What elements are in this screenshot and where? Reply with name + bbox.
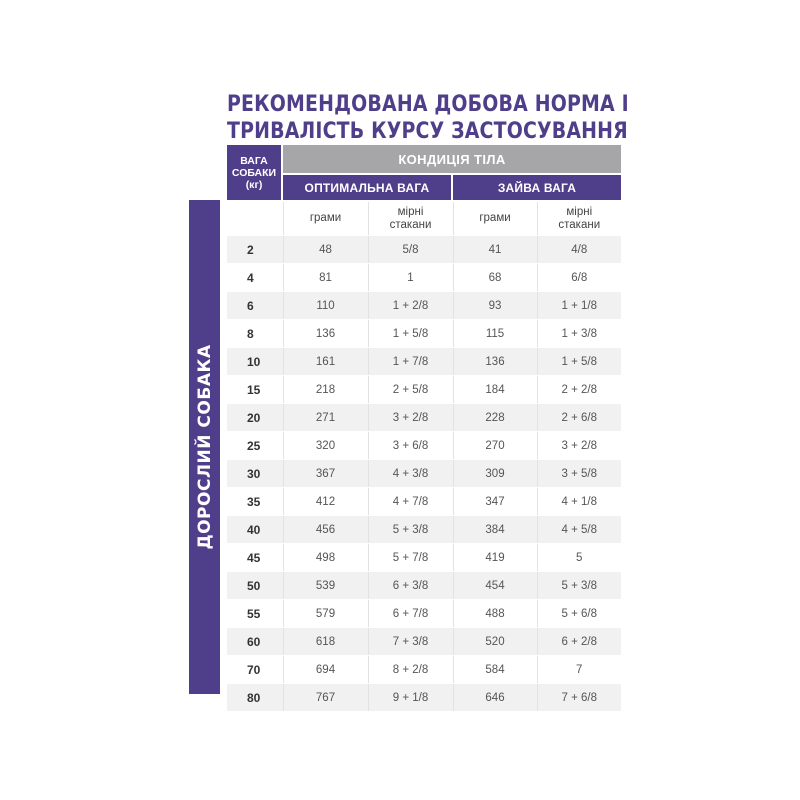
unit-cups-optimal [368,202,453,236]
optimal-grams-cell: 218 [283,376,368,404]
overweight-grams-cell: 419 [453,544,537,572]
overweight-cups-cell: 3 + 2/8 [537,432,621,460]
optimal-grams-cell: 48 [283,236,368,264]
optimal-grams-cell: 498 [283,544,368,572]
optimal-grams-cell: 694 [283,656,368,684]
table-row [227,572,621,600]
table-row [227,376,621,404]
weight-column-header [227,145,281,200]
weight-cell: 60 [227,628,283,656]
overweight-grams-cell: 93 [453,292,537,320]
optimal-cups-cell: 3 + 2/8 [368,404,453,432]
weight-cell: 35 [227,488,283,516]
unit-cups-line-1: мірні [397,205,424,218]
table-row [227,348,621,376]
overweight-cups-cell: 7 + 6/8 [537,684,621,712]
optimal-weight-header: ОПТИМАЛЬНА ВАГА [283,175,451,200]
optimal-cups-cell: 5/8 [368,236,453,264]
optimal-grams-cell: 367 [283,460,368,488]
optimal-cups-cell: 1 [368,264,453,292]
side-label: ДОРОСЛИЙ СОБАКА [194,344,215,550]
table-row [227,544,621,572]
optimal-grams-cell: 136 [283,320,368,348]
overweight-cups-cell: 5 [537,544,621,572]
weight-cell: 25 [227,432,283,460]
optimal-cups-cell: 9 + 1/8 [368,684,453,712]
overweight-grams-cell: 454 [453,572,537,600]
weight-header-line-2: СОБАКИ [231,166,277,179]
overweight-grams-cell: 115 [453,320,537,348]
optimal-grams-cell: 539 [283,572,368,600]
overweight-cups-cell: 2 + 6/8 [537,404,621,432]
weight-header-line-1: ВАГА [240,154,268,167]
overweight-grams-cell: 488 [453,600,537,628]
weight-cell: 4 [227,264,283,292]
title-line-1: РЕКОМЕНДОВАНА ДОБОВА НОРМА І [227,92,629,117]
overweight-grams-cell: 41 [453,236,537,264]
optimal-grams-cell: 81 [283,264,368,292]
page-title [227,91,629,145]
table-row [227,292,621,320]
overweight-cups-cell: 4 + 1/8 [537,488,621,516]
weight-cell: 6 [227,292,283,320]
table-row [227,600,621,628]
weight-cell: 15 [227,376,283,404]
weight-header-line-3: (кг) [245,178,263,191]
table-row [227,264,621,292]
table-row [227,516,621,544]
optimal-grams-cell: 320 [283,432,368,460]
overweight-grams-cell: 309 [453,460,537,488]
weight-cell: 20 [227,404,283,432]
overweight-grams-cell: 520 [453,628,537,656]
optimal-cups-cell: 1 + 2/8 [368,292,453,320]
weight-cell: 8 [227,320,283,348]
title-line-2: ТРИВАЛІСТЬ КУРСУ ЗАСТОСУВАННЯ [227,119,628,144]
optimal-cups-cell: 5 + 3/8 [368,516,453,544]
weight-cell: 10 [227,348,283,376]
optimal-cups-cell: 4 + 7/8 [368,488,453,516]
overweight-cups-cell: 1 + 1/8 [537,292,621,320]
unit-grams-optimal: грами [283,202,368,236]
overweight-grams-cell: 228 [453,404,537,432]
table-row [227,320,621,348]
overweight-header: ЗАЙВА ВАГА [453,175,621,200]
overweight-grams-cell: 68 [453,264,537,292]
optimal-grams-cell: 579 [283,600,368,628]
table-row [227,684,621,712]
optimal-cups-cell: 5 + 7/8 [368,544,453,572]
units-row [227,202,621,236]
weight-cell: 45 [227,544,283,572]
optimal-cups-cell: 1 + 5/8 [368,320,453,348]
table-row [227,432,621,460]
weight-cell: 50 [227,572,283,600]
table-row [227,460,621,488]
weight-cell: 70 [227,656,283,684]
optimal-cups-cell: 1 + 7/8 [368,348,453,376]
units-blank-cell [227,202,283,236]
weight-cell: 2 [227,236,283,264]
overweight-cups-cell: 1 + 3/8 [537,320,621,348]
table-row [227,404,621,432]
optimal-grams-cell: 110 [283,292,368,320]
optimal-grams-cell: 271 [283,404,368,432]
optimal-cups-cell: 3 + 6/8 [368,432,453,460]
unit-grams-overweight: грами [453,202,537,236]
overweight-grams-cell: 584 [453,656,537,684]
overweight-cups-cell: 5 + 3/8 [537,572,621,600]
condition-header: КОНДИЦІЯ ТІЛА [283,145,621,173]
table-row [227,236,621,264]
overweight-grams-cell: 347 [453,488,537,516]
table-row [227,628,621,656]
overweight-cups-cell: 2 + 2/8 [537,376,621,404]
overweight-cups-cell: 6/8 [537,264,621,292]
optimal-cups-cell: 2 + 5/8 [368,376,453,404]
optimal-grams-cell: 412 [283,488,368,516]
feeding-table [227,202,621,712]
overweight-grams-cell: 646 [453,684,537,712]
overweight-cups-cell: 7 [537,656,621,684]
overweight-cups-cell: 4 + 5/8 [537,516,621,544]
optimal-cups-cell: 8 + 2/8 [368,656,453,684]
overweight-grams-cell: 136 [453,348,537,376]
unit-cups-overweight [537,202,621,236]
side-band [189,200,220,694]
unit-cups-line-2: стакани [558,218,601,231]
overweight-cups-cell: 4/8 [537,236,621,264]
overweight-cups-cell: 6 + 2/8 [537,628,621,656]
table-row [227,488,621,516]
optimal-grams-cell: 618 [283,628,368,656]
overweight-grams-cell: 270 [453,432,537,460]
overweight-cups-cell: 3 + 5/8 [537,460,621,488]
weight-cell: 40 [227,516,283,544]
optimal-grams-cell: 456 [283,516,368,544]
weight-cell: 55 [227,600,283,628]
weight-cell: 30 [227,460,283,488]
unit-cups-line-1: мірні [566,205,593,218]
weight-cell: 80 [227,684,283,712]
optimal-grams-cell: 767 [283,684,368,712]
overweight-cups-cell: 1 + 5/8 [537,348,621,376]
overweight-cups-cell: 5 + 6/8 [537,600,621,628]
table-row [227,656,621,684]
optimal-cups-cell: 4 + 3/8 [368,460,453,488]
unit-cups-line-2: стакани [389,218,432,231]
optimal-cups-cell: 7 + 3/8 [368,628,453,656]
optimal-cups-cell: 6 + 7/8 [368,600,453,628]
optimal-cups-cell: 6 + 3/8 [368,572,453,600]
overweight-grams-cell: 384 [453,516,537,544]
optimal-grams-cell: 161 [283,348,368,376]
overweight-grams-cell: 184 [453,376,537,404]
